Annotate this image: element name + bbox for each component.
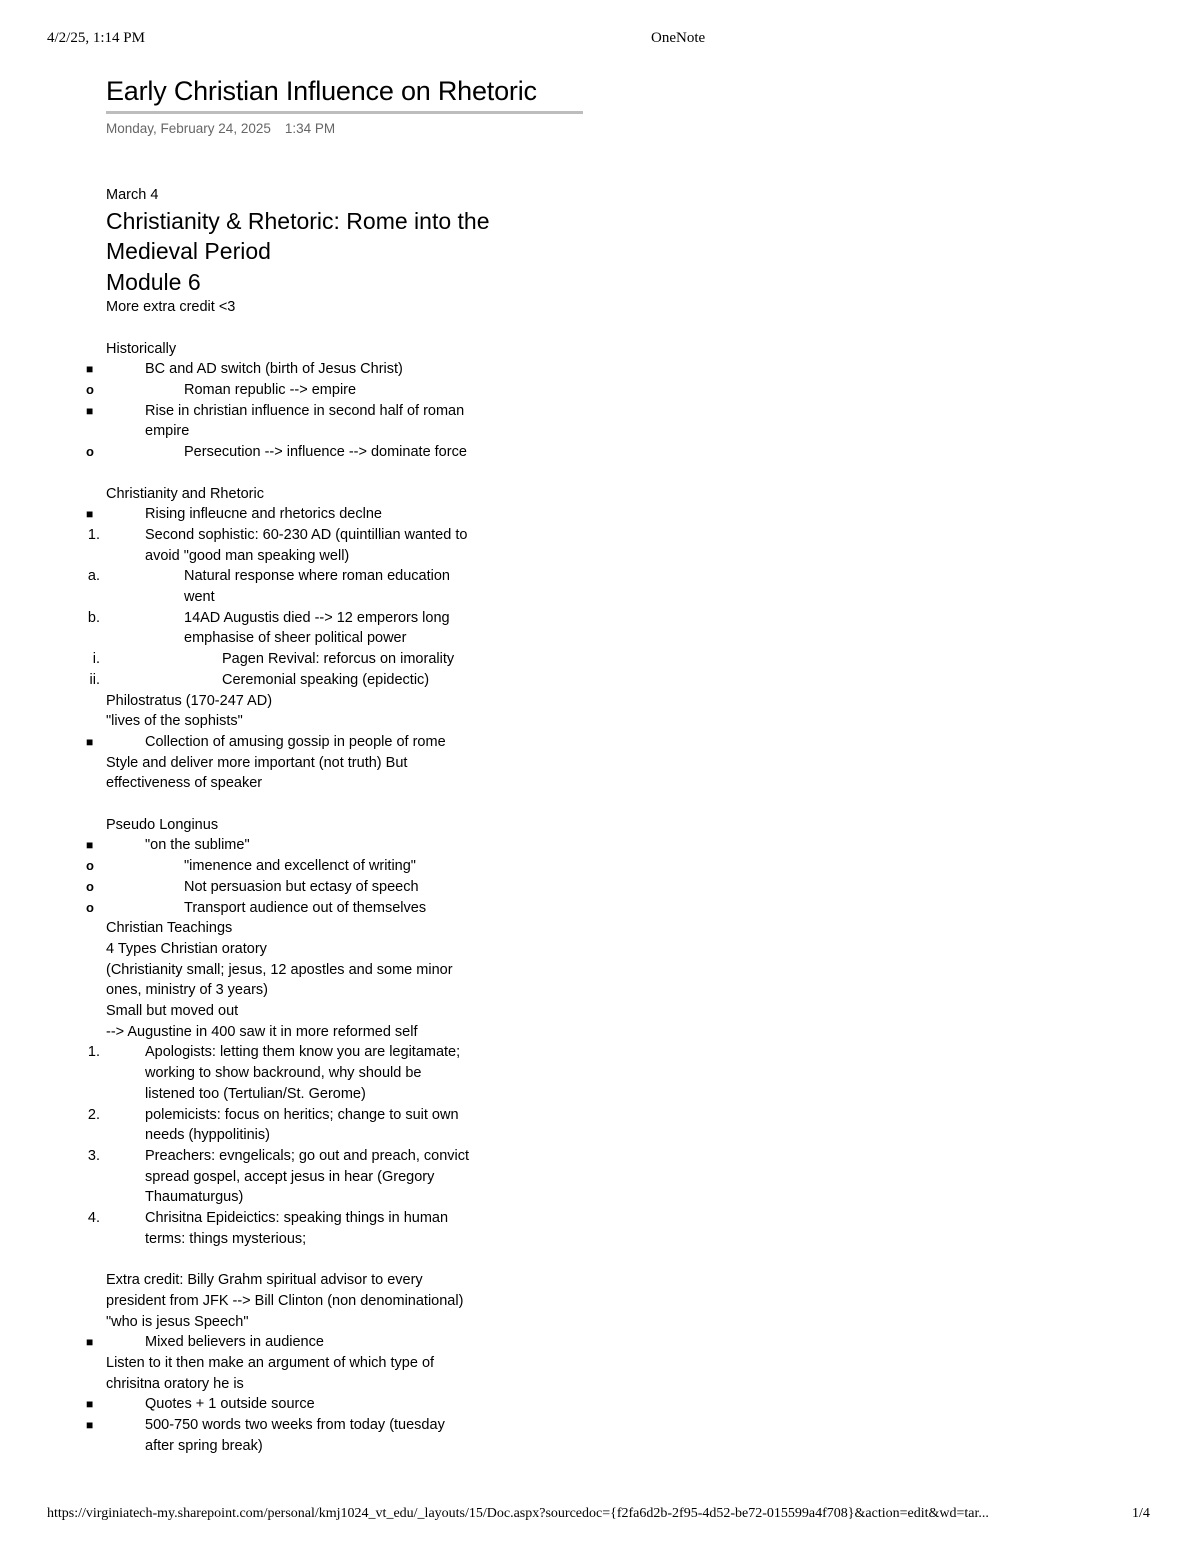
print-app-name: OneNote — [651, 30, 706, 46]
list-item-cont: after spring break) — [145, 1437, 263, 1454]
list-item: ii. Ceremonial speaking (epidectic) — [106, 670, 516, 691]
list-item: ■ Mixed believers in audience — [106, 1332, 516, 1353]
list-item-cont: working to show backround, why should be — [145, 1065, 422, 1082]
bullet-square-icon: ■ — [86, 362, 94, 377]
bullet-square-icon: ■ — [86, 838, 94, 853]
list-marker: b. — [87, 609, 100, 626]
list-item-cont: Thaumaturgus) — [145, 1189, 244, 1206]
note-line: Extra credit: Billy Grahm spiritual advisor to every — [106, 1272, 423, 1289]
list-item: b. 14AD Augustis died --> 12 emperors long — [106, 608, 516, 629]
list-item: 3. Preachers: evngelicals; go out and preach, convict — [106, 1146, 516, 1167]
list-marker: 2. — [87, 1106, 100, 1123]
list-item-cont: empire — [145, 423, 190, 440]
note-line: Small but moved out — [106, 1003, 239, 1020]
list-item: ■ Rising infleucne and rhetorics declne — [106, 504, 516, 525]
list-item: ■ Quotes + 1 outside source — [106, 1394, 516, 1415]
list-marker: i. — [92, 651, 100, 668]
list-marker: 3. — [87, 1147, 100, 1164]
note-line: president from JFK --> Bill Clinton (non denominational) — [106, 1292, 464, 1309]
note-heading-line: Christianity & Rhetoric: Rome into the — [106, 207, 490, 234]
list-marker: 1. — [87, 1044, 100, 1061]
list-item: o Transport audience out of themselves — [106, 898, 516, 919]
list-item: ■ "on the sublime" — [106, 835, 516, 856]
print-page-number: 1/4 — [1132, 1506, 1150, 1521]
list-item: 1. Apologists: letting them know you are legitamate; — [106, 1042, 516, 1063]
list-item-cont: terms: things mysterious; — [145, 1230, 307, 1247]
list-item: o "imenence and excellenct of writing" — [106, 856, 516, 877]
list-item: 2. polemicists: focus on heritics; change to suit own — [106, 1105, 516, 1126]
page-title[interactable]: Early Christian Influence on Rhetoric — [106, 76, 537, 106]
note-line: 4 Types Christian oratory — [106, 940, 267, 957]
list-item-cont: went — [184, 589, 215, 606]
section-label: Christian Teachings — [106, 920, 233, 937]
note-line: --> Augustine in 400 saw it in more reformed self — [106, 1023, 418, 1040]
note-line: Listen to it then make an argument of which type of — [106, 1355, 435, 1371]
bullet-circle-icon: o — [86, 858, 94, 874]
print-url: https://virginiatech-my.sharepoint.com/personal/kmj1024_vt_edu/_layouts/15/Doc.aspx?sourcedoc={f2fa6d2b-2f95-4d52-be72-015599a4f708}&action=edit&wd=tar... — [47, 1506, 989, 1521]
list-marker: 4. — [87, 1210, 100, 1227]
bullet-circle-icon: o — [86, 444, 94, 460]
note-line: Style and deliver more important (not truth) But — [106, 754, 408, 771]
section-label: Pseudo Longinus — [106, 816, 219, 833]
bullet-square-icon: ■ — [86, 1397, 94, 1412]
list-marker: 1. — [87, 526, 100, 543]
bullet-square-icon: ■ — [86, 734, 94, 749]
list-item: ■ Collection of amusing gossip in people of rome — [106, 732, 516, 753]
note-line: "lives of the sophists" — [106, 713, 243, 730]
list-item: o Not persuasion but ectasy of speech — [106, 877, 516, 898]
page-date: Monday, February 24, 2025 — [106, 121, 271, 136]
bullet-circle-icon: o — [86, 899, 94, 915]
list-item: a. Natural response where roman education — [106, 566, 516, 587]
list-item: o Persecution --> influence --> dominate force — [106, 442, 516, 463]
section-label: Historically — [106, 340, 177, 357]
bullet-circle-icon: o — [86, 382, 94, 397]
section-label: Philostratus (170-247 AD) — [106, 692, 273, 709]
bullet-square-icon: ■ — [86, 403, 94, 418]
note-line: ones, ministry of 3 years) — [106, 982, 268, 999]
list-marker: ii. — [89, 671, 100, 688]
bullet-square-icon: ■ — [86, 507, 94, 522]
bullet-square-icon: ■ — [86, 1418, 94, 1433]
print-datetime: 4/2/25, 1:14 PM — [47, 30, 145, 46]
note-container[interactable] — [86, 185, 516, 1457]
title-underline — [106, 111, 583, 114]
list-item: ■ BC and AD switch (birth of Jesus Christ) — [106, 359, 516, 380]
note-date: March 4 — [106, 187, 159, 203]
page-time: 1:34 PM — [284, 121, 336, 136]
list-item-cont: emphasise of sheer political power — [184, 630, 407, 647]
note-heading-line: Medieval Period — [106, 238, 271, 265]
list-item-cont: listened too (Tertulian/St. Gerome) — [145, 1085, 366, 1102]
note-line: chrisitna oratory he is — [106, 1375, 244, 1392]
list-marker: a. — [87, 568, 100, 585]
list-item: 1. Second sophistic: 60-230 AD (quintillian wanted to — [106, 525, 516, 546]
note-line: effectiveness of speaker — [106, 775, 263, 792]
bullet-circle-icon: o — [86, 878, 94, 894]
page-created-datetime — [106, 121, 335, 136]
list-item: o Roman republic --> empire — [106, 380, 516, 401]
list-item: 4. Chrisitna Epideictics: speaking things in human — [106, 1208, 516, 1229]
list-item: ■ 500-750 words two weeks from today (tuesday — [106, 1415, 516, 1436]
list-item-cont: spread gospel, accept jesus in hear (Gregory — [145, 1168, 435, 1185]
list-item-cont: needs (hyppolitinis) — [145, 1127, 270, 1144]
note-line: More extra credit <3 — [106, 299, 236, 316]
note-line: "who is jesus Speech" — [106, 1313, 249, 1330]
section-label: Christianity and Rhetoric — [106, 485, 264, 502]
list-item: ■ Rise in christian influence in second half of roman — [106, 401, 516, 422]
note-heading-module: Module 6 — [106, 268, 201, 295]
list-item: i. Pagen Revival: reforcus on imorality — [106, 649, 516, 670]
note-line: (Christianity small; jesus, 12 apostles and some minor — [106, 961, 453, 978]
list-item-cont: avoid "good man speaking well) — [145, 547, 350, 564]
bullet-square-icon: ■ — [86, 1335, 94, 1350]
